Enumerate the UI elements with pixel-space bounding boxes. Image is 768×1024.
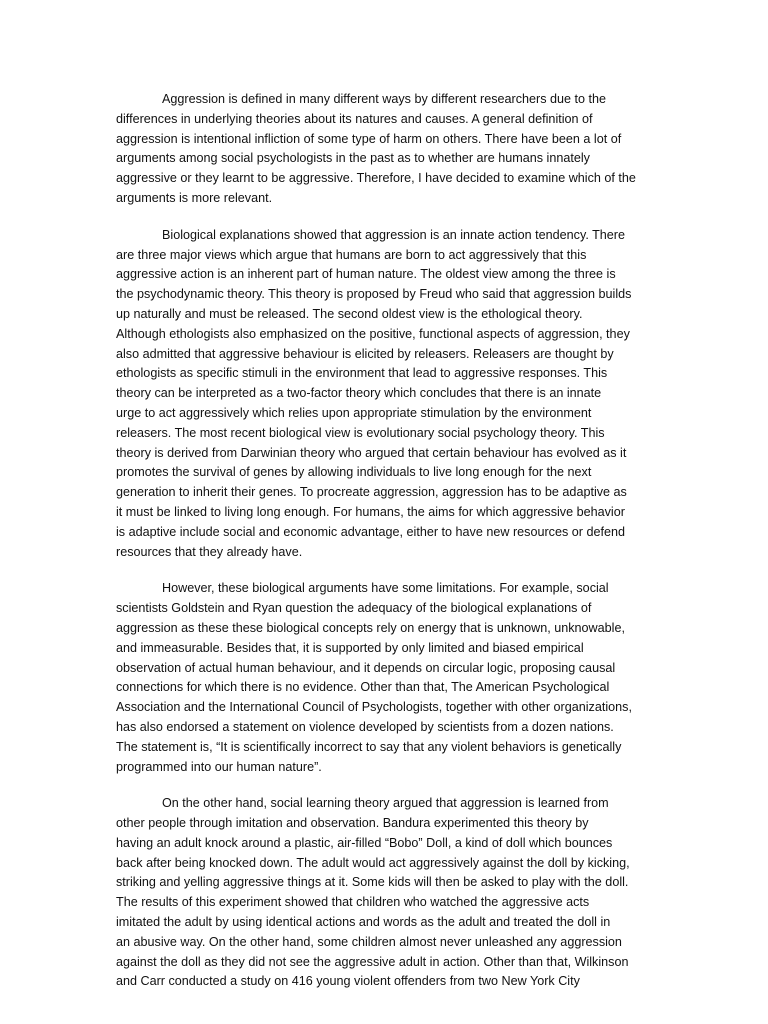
text-line: ethologists as specific stimuli in the environment that lead to aggressive responses. This — [116, 366, 608, 381]
text-line: also admitted that aggressive behaviour is elicited by releasers. Releasers are thought by — [116, 346, 614, 361]
paragraph — [116, 579, 656, 777]
text-line: having an adult knock around a plastic, air-filled “Bobo” Doll, a kind of doll which bounces — [116, 835, 613, 850]
text-line: aggressive or they learnt to be aggressive. Therefore, I have decided to examine which of the — [116, 171, 636, 186]
text-line: generation to inherit their genes. To procreate aggression, aggression has to be adaptive as — [116, 485, 627, 500]
document-page — [116, 90, 656, 1009]
text-line: an abusive way. On the other hand, some children almost never unleashed any aggression — [116, 934, 622, 949]
text-line: urge to act aggressively which relies upon appropriate stimulation by the environment — [116, 405, 592, 420]
text-line: scientists Goldstein and Ryan question the adequacy of the biological explanations of — [116, 601, 592, 616]
text-line: against the doll as they did not see the aggressive adult in action. Other than that, Wilkinson — [116, 954, 629, 969]
text-line: connections for which there is no evidence. Other than that, The American Psychological — [116, 680, 610, 695]
text-line: promotes the survival of genes by allowing individuals to live long enough for the next — [116, 465, 592, 480]
text-line: other people through imitation and observation. Bandura experimented this theory by — [116, 816, 589, 831]
text-line: imitated the adult by using identical actions and words as the adult and treated the doll in — [116, 915, 611, 930]
text-line: aggression as these these biological concepts rely on energy that is unknown, unknowable, — [116, 620, 625, 635]
text-line: releasers. The most recent biological view is evolutionary social psychology theory. This — [116, 425, 605, 440]
text-line: The statement is, “It is scientifically incorrect to say that any violent behaviors is genetically — [116, 739, 622, 754]
text-line: On the other hand, social learning theory argued that aggression is learned from — [162, 796, 609, 811]
text-line: programmed into our human nature”. — [116, 759, 322, 774]
paragraph — [116, 90, 656, 209]
text-line: Association and the International Council of Psychologists, together with other organizations, — [116, 700, 632, 715]
text-line: The results of this experiment showed that children who watched the aggressive acts — [116, 895, 590, 910]
text-line: Although ethologists also emphasized on the positive, functional aspects of aggression, they — [116, 326, 630, 341]
paragraph — [116, 794, 656, 992]
text-line: Biological explanations showed that aggression is an innate action tendency. There — [162, 227, 626, 242]
text-line: are three major views which argue that humans are born to act aggressively that this — [116, 247, 587, 262]
text-line: However, these biological arguments have some limitations. For example, social — [162, 581, 609, 596]
text-line: up naturally and must be released. The second oldest view is the ethological theory. — [116, 306, 583, 321]
text-line: observation of actual human behaviour, and it depends on circular logic, proposing causal — [116, 660, 616, 675]
text-line: striking and yelling aggressive things at it. Some kids will then be asked to play with the doll. — [116, 875, 629, 890]
text-line: theory can be interpreted as a two-factor theory which concludes that there is an innate — [116, 386, 602, 401]
text-line: aggressive action is an inherent part of human nature. The oldest view among the three is — [116, 267, 616, 282]
text-line: arguments is more relevant. — [116, 190, 273, 205]
text-line: resources that they already have. — [116, 544, 303, 559]
text-line: and immeasurable. Besides that, it is supported by only limited and biased empirical — [116, 640, 584, 655]
text-line: differences in underlying theories about its natures and causes. A general definition of — [116, 111, 593, 126]
paragraph — [116, 226, 656, 563]
text-line: back after being knocked down. The adult would act aggressively against the doll by kicking, — [116, 855, 630, 870]
text-line: has also endorsed a statement on violence developed by scientists from a dozen nations. — [116, 719, 614, 734]
text-line: aggression is intentional infliction of some type of harm on others. There have been a lot of — [116, 131, 622, 146]
text-line: Aggression is defined in many different ways by different researchers due to the — [162, 92, 607, 106]
text-line: theory is derived from Darwinian theory who argued that certain behaviour has evolved as it — [116, 445, 627, 460]
text-line: it must be linked to living long enough. For humans, the aims for which aggressive behavior — [116, 504, 625, 519]
text-line: arguments among social psychologists in the past as to whether are humans innately — [116, 151, 590, 166]
text-line: and Carr conducted a study on 416 young violent offenders from two New York City — [116, 974, 580, 989]
text-line: is adaptive include social and economic advantage, either to have new resources or defend — [116, 524, 625, 539]
text-line: the psychodynamic theory. This theory is proposed by Freud who said that aggression builds — [116, 287, 632, 302]
